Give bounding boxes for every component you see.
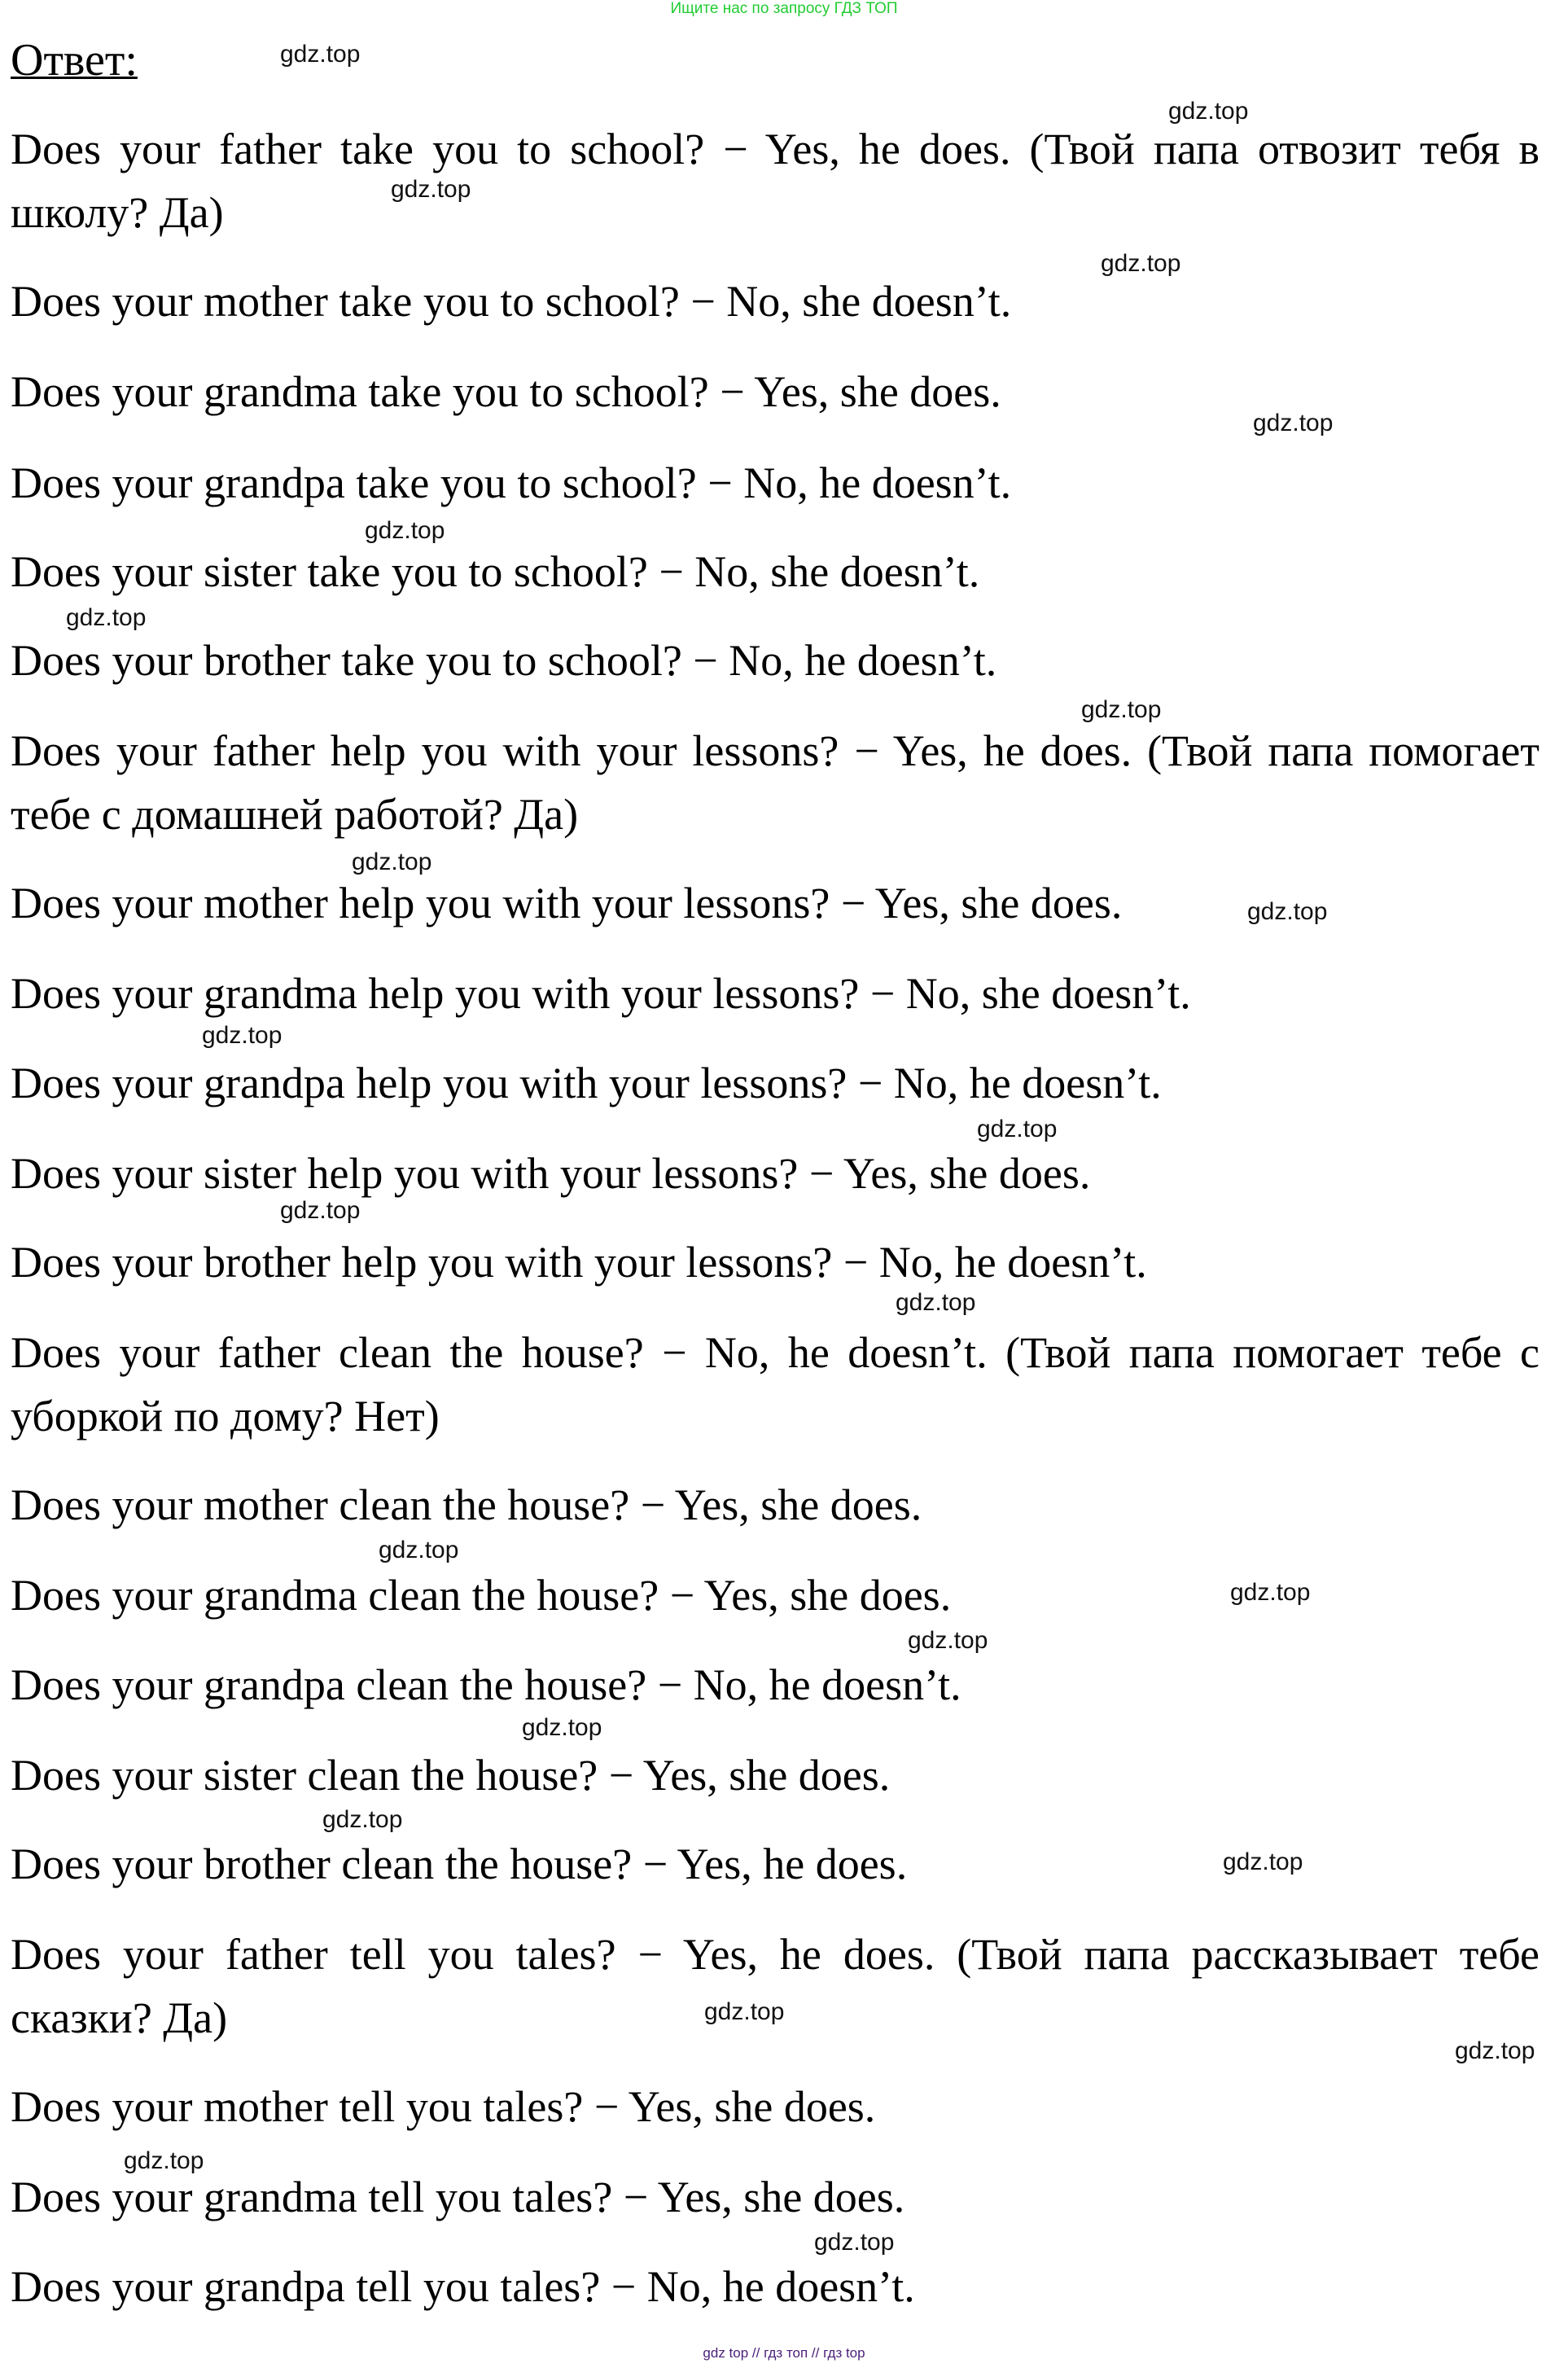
watermark: gdz.top — [908, 1627, 988, 1654]
answer-line: Does your grandpa tell you tales? − No, he doesn’t. — [11, 2262, 915, 2311]
answer-line: Does your grandma help you with your lessons? − No, she doesn’t. — [11, 969, 1191, 1018]
answer-line: Does your sister help you with your lessons? − Yes, she does. — [11, 1149, 1091, 1198]
answer-line: Does your grandma tell you tales? − Yes, she does. — [11, 2173, 905, 2221]
watermark: gdz.top — [352, 849, 432, 875]
answer-heading: Ответ: — [11, 35, 138, 86]
watermark: gdz.top — [977, 1116, 1058, 1142]
answer-line: Does your grandma take you to school? − Yes, she does. — [11, 367, 1001, 416]
watermark: gdz.top — [704, 1998, 785, 2025]
answer-line: Does your grandpa take you to school? − No, he doesn’t. — [11, 458, 1012, 507]
answer-line: Does your sister clean the house? − Yes, she does. — [11, 1751, 891, 1800]
answer-line: Does your father take you to school? − Yes, he does. (Твой папа отвозит тебя в школу? Да) — [11, 125, 1540, 237]
answer-line: Does your brother help you with your lessons? − No, he doesn’t. — [11, 1238, 1147, 1287]
watermark: gdz.top — [1223, 1848, 1303, 1875]
watermark: gdz.top — [391, 176, 471, 203]
watermark: gdz.top — [124, 2147, 204, 2174]
answer-line: Does your brother clean the house? − Yes, he does. — [11, 1840, 908, 1888]
answer-line: Does your father clean the house? − No, he doesn’t. (Твой папа помогает тебе с уборкой по дому? Нет) — [11, 1328, 1540, 1441]
watermark: gdz.top — [814, 2229, 895, 2256]
watermark: gdz.top — [365, 517, 445, 544]
answer-line: Does your grandma clean the house? − Yes, she does. — [11, 1571, 952, 1620]
watermark: gdz.top — [1168, 98, 1249, 125]
watermark: gdz.top — [379, 1537, 459, 1563]
answer-line: Does your mother clean the house? − Yes, she does. — [11, 1480, 922, 1529]
watermark: gdz.top — [896, 1289, 976, 1316]
watermark: gdz.top — [1081, 696, 1162, 723]
watermark: gdz.top — [322, 1806, 403, 1833]
answer-line: Does your mother take you to school? − No, she doesn’t. — [11, 277, 1012, 326]
answer-line: Does your father help you with your lessons? − Yes, he does. (Твой папа помогает тебе с домашней работой? Да) — [11, 726, 1540, 839]
answer-line: Does your brother take you to school? − No, he doesn’t. — [11, 636, 997, 685]
watermark: gdz.top — [66, 604, 147, 631]
watermark: gdz.top — [1247, 898, 1328, 925]
watermark: gdz.top — [1230, 1579, 1311, 1606]
answer-line: Does your mother help you with your lessons? − Yes, she does. — [11, 879, 1123, 927]
search-hint-header: Ищите нас по запросу ГДЗ ТОП — [670, 0, 898, 17]
watermark: gdz.top — [280, 41, 361, 68]
answer-line: Does your father tell you tales? − Yes, he does. (Твой папа рассказывает тебе сказки? Да) — [11, 1930, 1540, 2042]
watermark: gdz.top — [280, 1197, 361, 1224]
answer-line: Does your grandpa clean the house? − No, he doesn’t. — [11, 1660, 961, 1709]
answer-line: Does your sister take you to school? − No, she doesn’t. — [11, 547, 980, 596]
answer-line: Does your mother tell you tales? − Yes, she does. — [11, 2082, 876, 2131]
site-footer: gdz top // гдз топ // гдз top — [703, 2345, 865, 2361]
watermark: gdz.top — [1455, 2037, 1535, 2064]
watermark: gdz.top — [522, 1714, 602, 1741]
watermark: gdz.top — [1253, 410, 1334, 436]
answer-line: Does your grandpa help you with your lessons? − No, he doesn’t. — [11, 1059, 1162, 1107]
watermark: gdz.top — [202, 1022, 283, 1049]
watermark: gdz.top — [1101, 250, 1181, 277]
